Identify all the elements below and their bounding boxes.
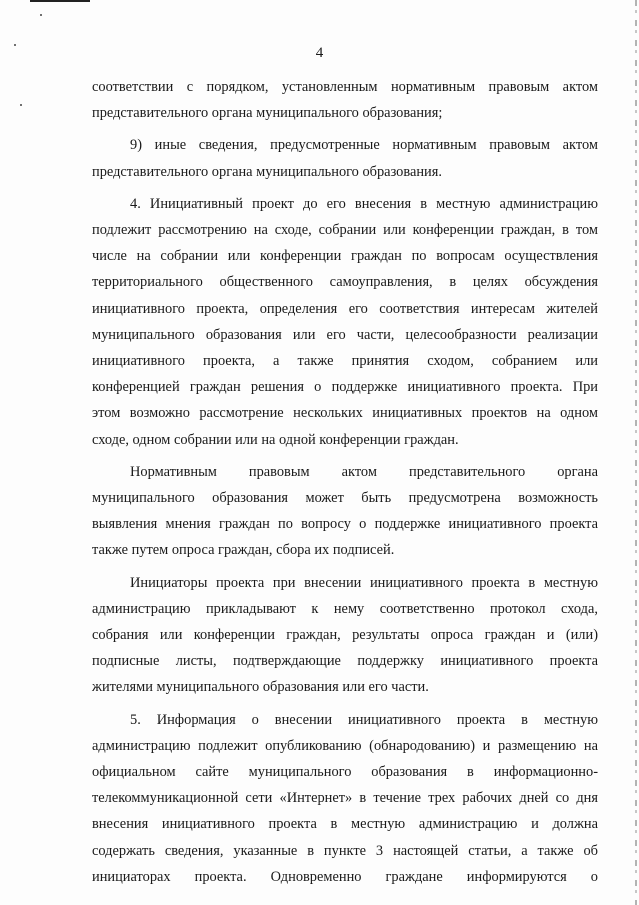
paragraph bbox=[92, 707, 598, 890]
text-line: числе на собрании или конференции граждан по вопросам осуществления bbox=[92, 248, 598, 265]
text-line: собрания или конференции граждан, результаты опроса граждан и (или) bbox=[92, 627, 598, 644]
text-line: 5. Информация о внесении инициативного проекта в местную bbox=[130, 711, 598, 728]
text-line: Нормативным правовым актом представительного органа bbox=[130, 463, 598, 480]
page-number: 4 bbox=[315, 45, 324, 61]
text-line: подлежит рассмотрению на сходе, собрании или конференции граждан, в том bbox=[92, 222, 598, 239]
paragraph bbox=[92, 459, 598, 564]
text-line: сходе, одном собрании или на одной конференции граждан. bbox=[92, 431, 459, 448]
text-line: телекоммуникационной сети «Интернет» в течение трех рабочих дней со дня bbox=[92, 790, 598, 807]
text-line: инициативного проекта, а также принятия сходом, собранием или bbox=[92, 353, 598, 370]
text-line: представительного органа муниципального образования; bbox=[92, 105, 443, 122]
text-line: администрацию подлежит опубликованию (обнародованию) и размещению на bbox=[92, 737, 598, 754]
text-line: внесения инициативного проекта в местную администрацию и должна bbox=[92, 816, 598, 833]
text-line: жителями муниципального образования или его части. bbox=[92, 679, 429, 696]
paragraph bbox=[92, 74, 598, 126]
text-line: инициативного проекта, определения его соответствия интересам жителей bbox=[92, 300, 598, 317]
text-line: также путем опроса граждан, сбора их подписей. bbox=[92, 542, 395, 559]
paragraph bbox=[92, 191, 598, 453]
paragraph bbox=[92, 132, 598, 184]
text-line: конференцией граждан решения о поддержке инициативного проекта. При bbox=[92, 379, 598, 396]
scan-artifact-dot bbox=[20, 104, 22, 106]
text-line: подписные листы, подтверждающие поддержку инициативного проекта bbox=[92, 653, 598, 670]
text-line: соответствии с порядком, установленным нормативным правовым актом bbox=[92, 79, 598, 95]
text-line: выявления мнения граждан по вопросу о поддержке инициативного проекта bbox=[92, 516, 598, 533]
text-line: муниципального образования или его части, целесообразности реализации bbox=[92, 326, 598, 343]
text-line: муниципального образования может быть предусмотрена возможность bbox=[92, 490, 598, 507]
scan-artifact-right-edge bbox=[635, 0, 637, 905]
text-line: инициаторах проекта. Одновременно граждане информируются о bbox=[92, 868, 598, 885]
text-line: территориального общественного самоуправления, в целях обсуждения bbox=[92, 274, 598, 291]
text-line: содержать сведения, указанные в пункте 3 настоящей статьи, а также об bbox=[92, 842, 598, 859]
text-line: 4. Инициативный проект до его внесения в местную администрацию bbox=[130, 195, 598, 212]
paragraph bbox=[92, 570, 598, 701]
scan-artifact-top-mark bbox=[30, 0, 90, 2]
text-line: этом возможно рассмотрение нескольких инициативных проектов на одном bbox=[92, 405, 598, 422]
text-line: 9) иные сведения, предусмотренные нормативным правовым актом bbox=[130, 137, 598, 154]
text-line: администрацию прикладывают к нему соответственно протокол схода, bbox=[92, 600, 598, 617]
scan-artifact-dot bbox=[40, 14, 42, 16]
text-line: Инициаторы проекта при внесении инициативного проекта в местную bbox=[130, 574, 598, 591]
text-line: представительного органа муниципального образования. bbox=[92, 163, 442, 180]
text-line: официальном сайте муниципального образования в информационно- bbox=[92, 764, 598, 781]
document-body bbox=[92, 74, 598, 890]
